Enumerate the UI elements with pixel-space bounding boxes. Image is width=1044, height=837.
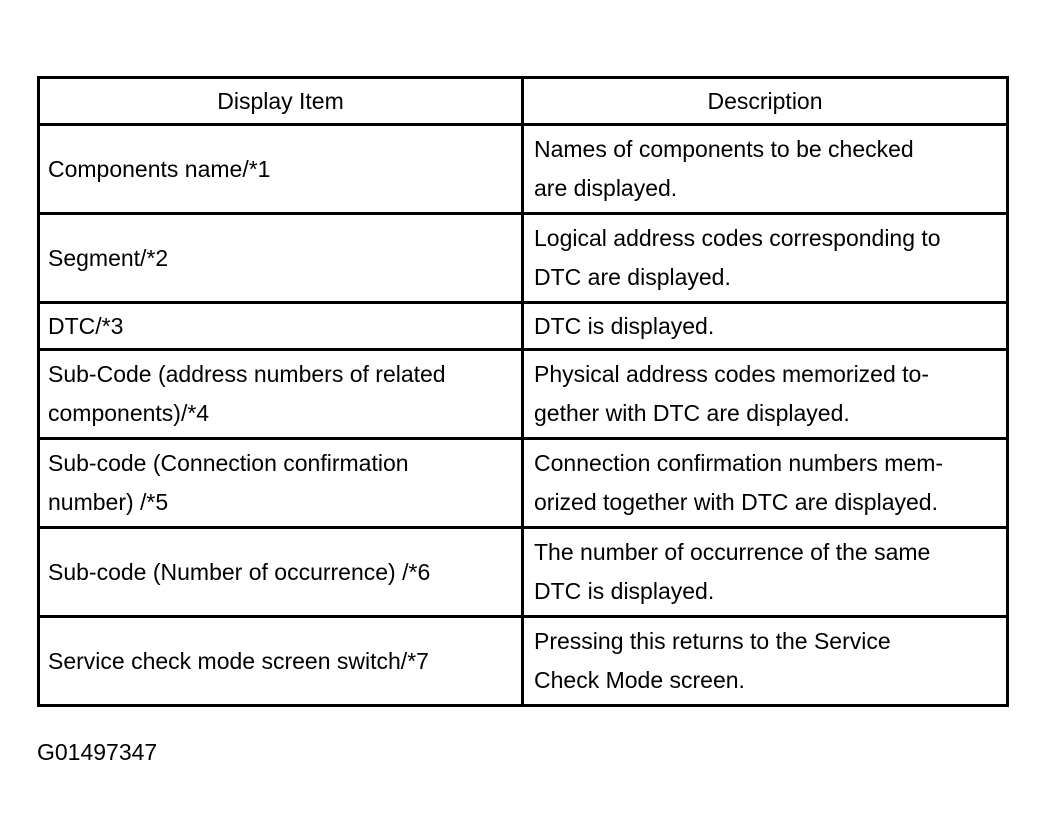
display-item-line: number) /*5 — [48, 489, 169, 515]
description-cell — [523, 350, 1008, 439]
description-line: Connection confirmation numbers mem- — [534, 450, 944, 476]
description-line: DTC are displayed. — [534, 264, 731, 290]
description-cell — [523, 303, 1008, 350]
display-item-line: components)/*4 — [48, 400, 210, 426]
table-row — [39, 125, 1008, 214]
display-item-text: Sub-code (Number of occurrence) /*6 — [48, 558, 431, 585]
description-line: Physical address codes memorized to- — [534, 361, 929, 387]
display-item-text: Components name/*1 — [48, 155, 271, 182]
table-row — [39, 617, 1008, 706]
display-item-text: DTC/*3 — [48, 312, 124, 339]
display-item-cell — [39, 528, 523, 617]
description-line: gether with DTC are displayed. — [534, 400, 850, 426]
display-item-cell — [39, 350, 523, 439]
figure-id: G01497347 — [37, 739, 158, 765]
display-item-text: Service check mode screen switch/*7 — [48, 647, 429, 674]
description-line: DTC is displayed. — [534, 578, 715, 604]
description-cell — [523, 617, 1008, 706]
description-line: Names of components to be checked — [534, 136, 914, 162]
display-item-cell — [39, 125, 523, 214]
header-display-item: Display Item — [39, 78, 523, 125]
display-item-cell — [39, 303, 523, 350]
display-item-line: Sub-Code (address numbers of related — [48, 361, 446, 387]
display-item-cell — [39, 439, 523, 528]
description-line: Logical address codes corresponding to — [534, 225, 941, 251]
table-row — [39, 350, 1008, 439]
description-line: are displayed. — [534, 175, 678, 201]
description-cell — [523, 528, 1008, 617]
description-line: Pressing this returns to the Service — [534, 628, 891, 654]
display-item-text: Segment/*2 — [48, 244, 169, 271]
table-row — [39, 214, 1008, 303]
description-line: Check Mode screen. — [534, 667, 745, 693]
display-item-line: Sub-code (Connection confirmation — [48, 450, 409, 476]
table-row — [39, 528, 1008, 617]
description-cell — [523, 439, 1008, 528]
description-cell — [523, 125, 1008, 214]
description-line: The number of occurrence of the same — [534, 539, 931, 565]
description-line: orized together with DTC are displayed. — [534, 489, 938, 515]
description-cell — [523, 214, 1008, 303]
display-item-cell — [39, 617, 523, 706]
table-header-row — [39, 78, 1008, 125]
display-item-cell — [39, 214, 523, 303]
table-row — [39, 303, 1008, 350]
table-row — [39, 439, 1008, 528]
header-description: Description — [523, 78, 1008, 125]
display-item-table — [37, 76, 1009, 707]
description-line: DTC is displayed. — [534, 312, 715, 339]
